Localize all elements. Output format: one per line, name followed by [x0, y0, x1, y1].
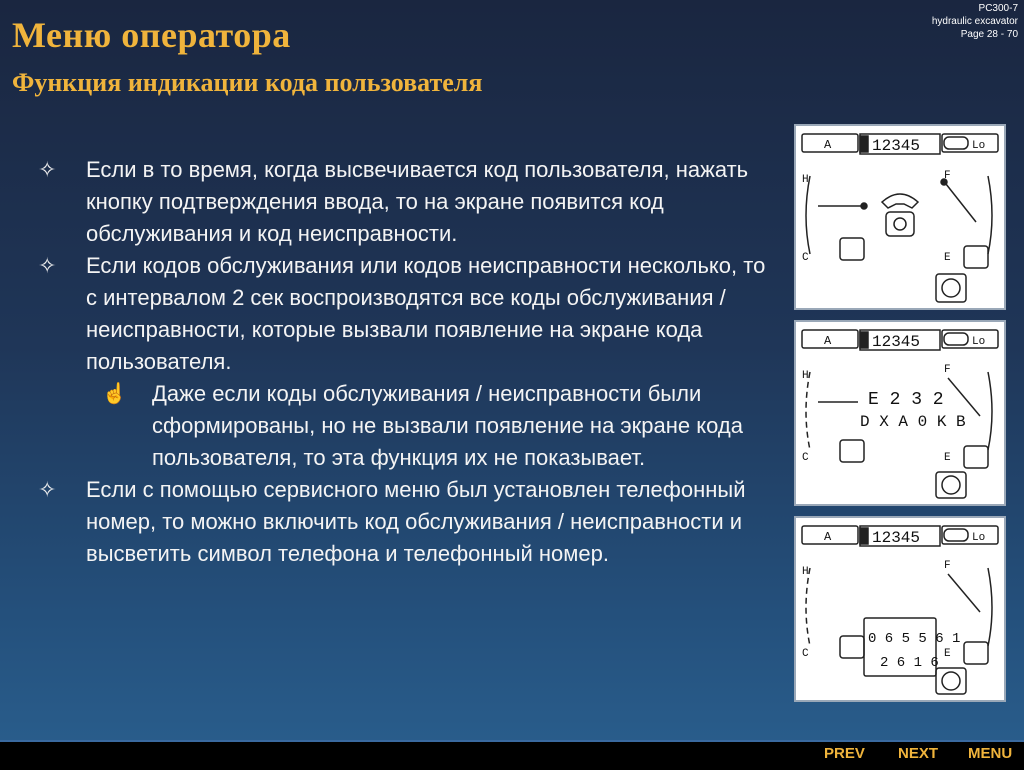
monitor-display [796, 322, 1004, 504]
f-label: F [944, 364, 951, 376]
telephone-icon [882, 194, 918, 236]
e-label: E [944, 452, 951, 464]
user-code: 12345 [872, 137, 921, 155]
phone-number-line2: 2 6 1 6 [880, 655, 939, 671]
list-item [38, 474, 774, 570]
bullet-text-1: Если в то время, когда высвечивается код пользователя, нажать кнопку подтверждения ввода, то на экране появится код обслуживания и код неисправности. [86, 157, 749, 246]
monitor-panel-error [794, 320, 1006, 506]
monitor-display [796, 126, 1004, 308]
e-label: E [944, 252, 951, 264]
page-title: Меню оператора [12, 15, 291, 55]
navigation-bar [0, 740, 1024, 770]
c-label: C [802, 648, 809, 660]
diamond-star-icon: ✧ [38, 477, 57, 502]
meta-model: PC300-7 [978, 3, 1018, 14]
bullet-text-2: Если кодов обслуживания или кодов неисправности несколько, то с интервалом 2 сек воспроизводятся все коды обслуживания / неисправности, которые вызвали появление на экране кода пользователя. [86, 253, 766, 374]
diamond-star-icon: ✧ [38, 157, 57, 182]
h-label: H [802, 566, 809, 578]
mode-label: A [824, 334, 832, 348]
user-code: 12345 [872, 529, 921, 547]
failure-code: D X A 0 K B [860, 413, 966, 431]
monitor-display [796, 518, 1004, 700]
c-label: C [802, 452, 809, 464]
mode-label: A [824, 530, 832, 544]
meta-page: Page 28 - 70 [960, 29, 1018, 40]
user-code: 12345 [872, 333, 921, 351]
mode-label: A [824, 138, 832, 152]
page-subtitle: Функция индикации кода пользователя [12, 68, 483, 97]
lo-label: Lo [972, 532, 986, 544]
h-label: H [802, 174, 809, 186]
c-label: C [802, 252, 809, 264]
list-item [38, 154, 774, 250]
prev-button[interactable]: PREV [824, 745, 865, 762]
monitor-panel-phone [794, 124, 1006, 310]
phone-number-line1: 0 6 5 5 6 1 [868, 631, 961, 647]
list-item [38, 250, 774, 378]
h-label: H [802, 370, 809, 382]
lo-label: Lo [972, 336, 986, 348]
monitor-panels [794, 124, 1010, 712]
lo-label: Lo [972, 140, 986, 152]
f-label: F [944, 170, 951, 182]
content-list [38, 154, 774, 570]
meta-type: hydraulic excavator [931, 16, 1018, 27]
sub-bullet-text: Даже если коды обслуживания / неисправности были сформированы, но не вызвали появление на экране кода пользователя, то эта функция их не показывает. [152, 381, 743, 470]
monitor-panel-number [794, 516, 1006, 702]
bullet-text-3: Если с помощью сервисного меню был установлен телефонный номер, то можно включить код обслуживания / неисправности и высветить символ телефона и телефонный номер. [86, 477, 746, 566]
next-button[interactable]: NEXT [898, 745, 939, 762]
menu-button[interactable]: MENU [968, 745, 1013, 762]
slide-meta [932, 2, 1018, 41]
service-code: E 2 3 2 [868, 390, 944, 410]
pointing-hand-icon: ☝ [102, 383, 127, 405]
f-label: F [944, 560, 951, 572]
diamond-star-icon: ✧ [38, 253, 57, 278]
e-label: E [944, 648, 951, 660]
sub-list-item [44, 378, 774, 474]
